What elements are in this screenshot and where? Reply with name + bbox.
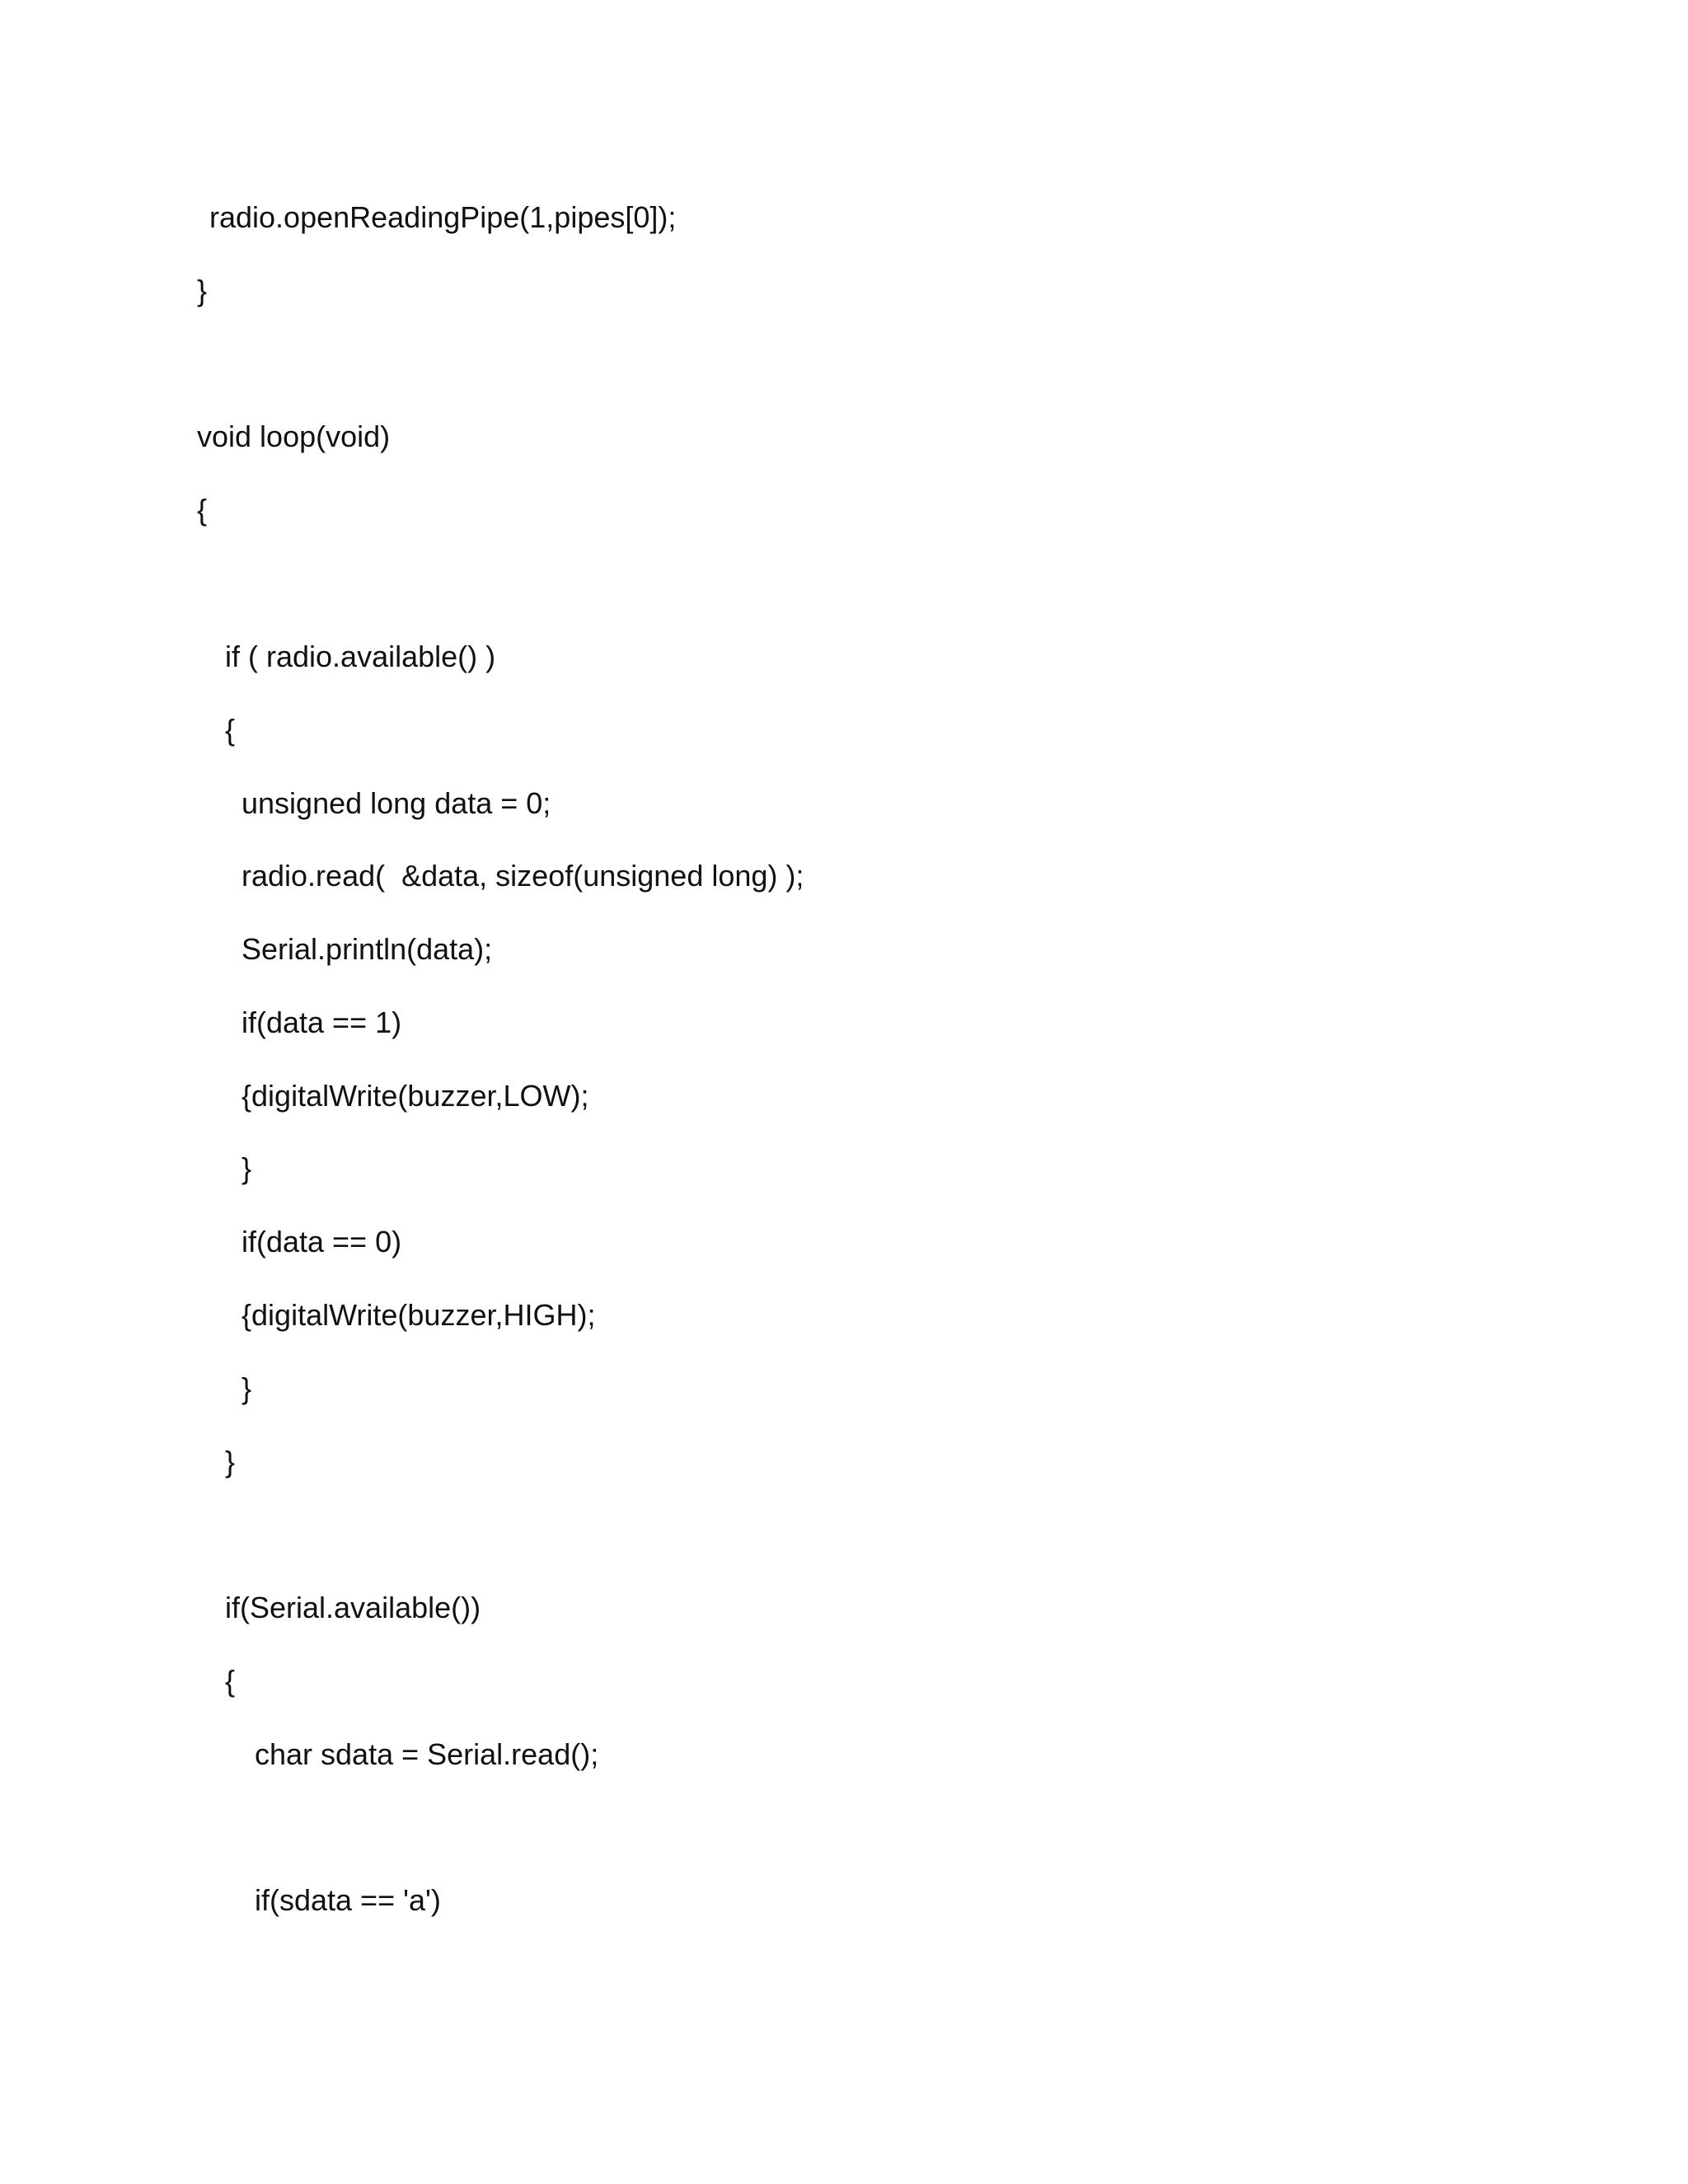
code-line-1: radio.openReadingPipe(1,pipes[0]); — [209, 200, 677, 234]
code-line-5: if ( radio.available() ) — [225, 640, 496, 673]
code-line-6: { — [225, 713, 236, 747]
code-line-8: radio.read( &data, sizeof(unsigned long) ); — [241, 859, 804, 893]
code-line-4: { — [197, 493, 208, 527]
code-line-2: } — [197, 274, 208, 307]
code-line-16: } — [225, 1445, 236, 1479]
code-line-12: } — [241, 1151, 252, 1185]
code-line-13: if(data == 0) — [241, 1225, 402, 1258]
code-line-7: unsigned long data = 0; — [241, 786, 551, 820]
code-line-10: if(data == 1) — [241, 1005, 402, 1039]
code-line-15: } — [241, 1371, 252, 1405]
code-line-9: Serial.println(data); — [241, 932, 493, 966]
code-line-19: char sdata = Serial.read(); — [255, 1737, 599, 1771]
code-line-18: { — [225, 1664, 236, 1698]
code-line-17: if(Serial.available()) — [225, 1591, 481, 1624]
code-line-3: void loop(void) — [197, 419, 391, 453]
code-line-14: {digitalWrite(buzzer,HIGH); — [241, 1298, 596, 1332]
code-line-20: if(sdata == 'a') — [255, 1883, 441, 1917]
code-line-11: {digitalWrite(buzzer,LOW); — [241, 1079, 589, 1113]
